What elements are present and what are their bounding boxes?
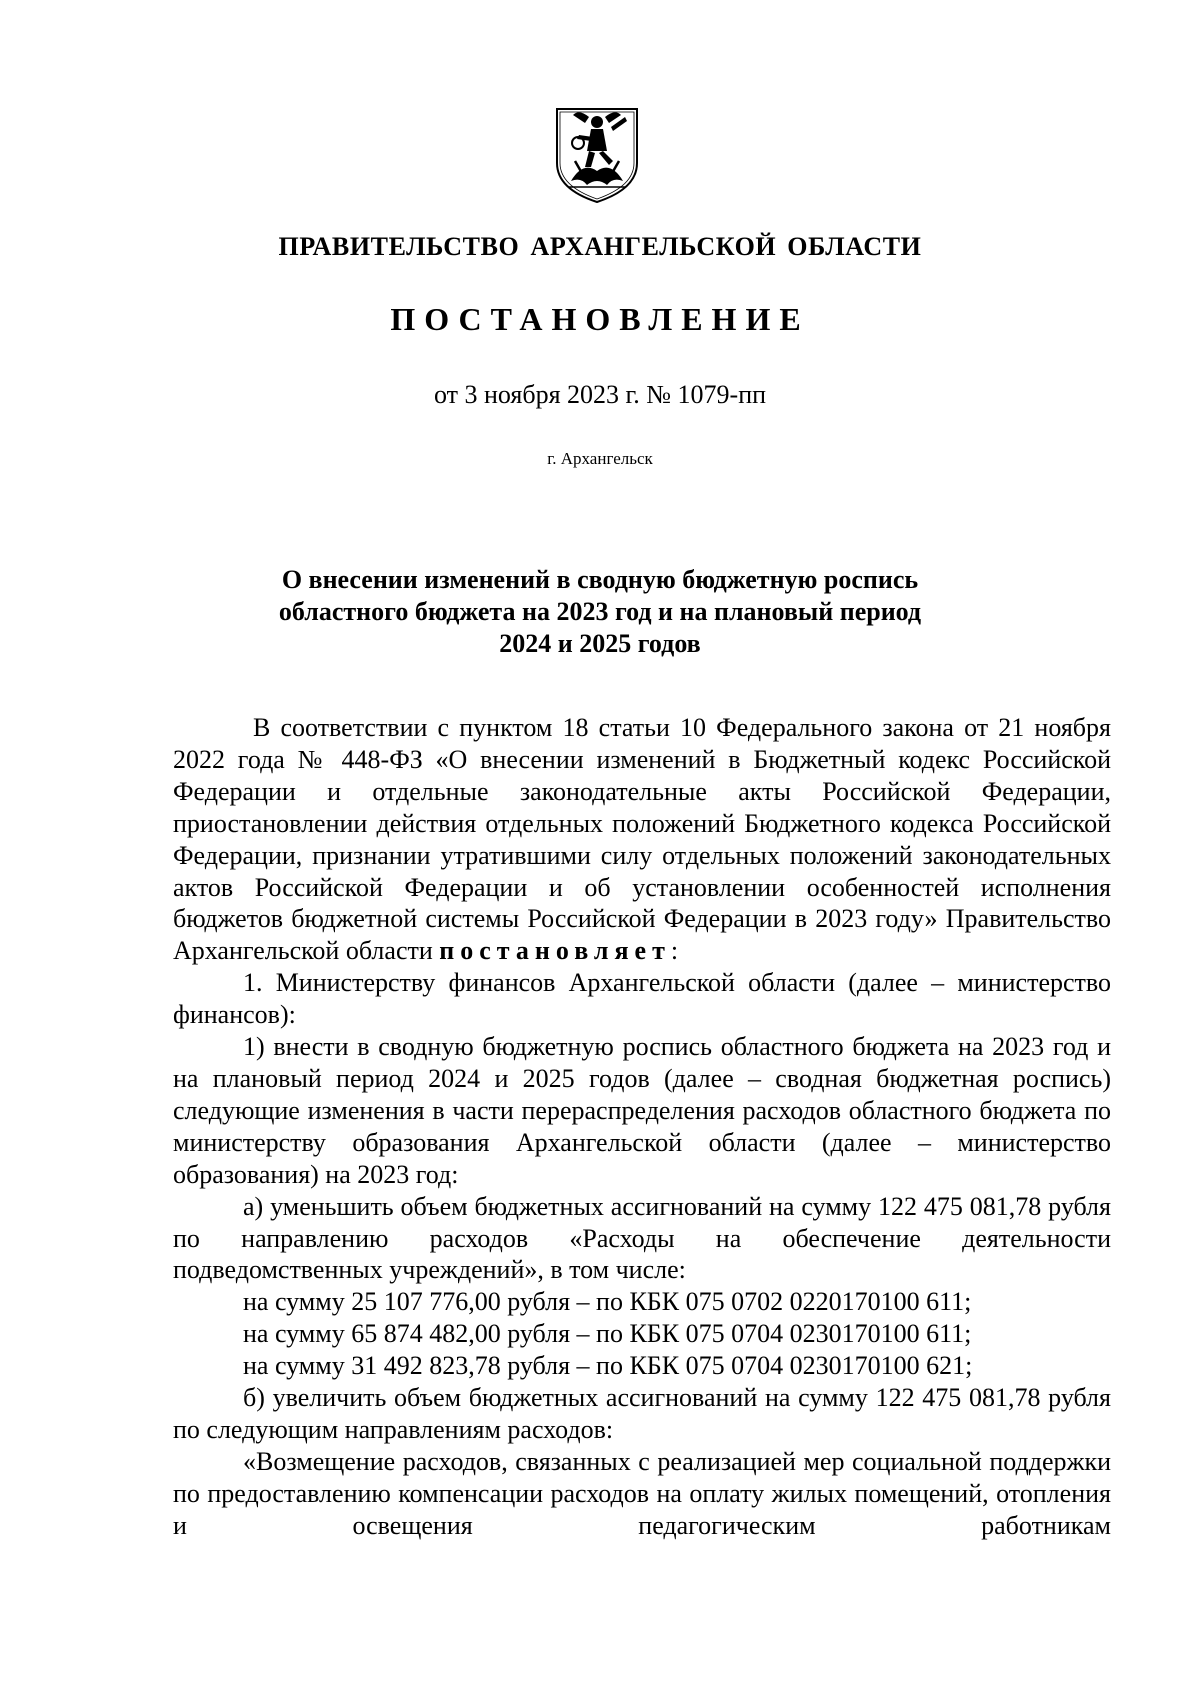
- preamble-verb: постановляет: [439, 936, 671, 966]
- kbk-line: на сумму 31 492 823,78 рубля – по КБК 075 0704 0230170100 621;: [243, 1351, 973, 1381]
- preamble-end: :: [670, 936, 679, 966]
- document-date-number: от 3 ноября 2023 г. № 1079-пп: [433, 380, 767, 409]
- document-title-line: областного бюджета на 2023 год и на плановый период: [278, 597, 922, 626]
- item-1-1-paragraph: 1) внести в сводную бюджетную роспись областного бюджета на 2023 год и на плановый период 2024 и 2025 годов (далее – сводная бюджетная роспись) следующие изменения в части перераспределения расходов областного бюджета по министерству образования Архангельской области (далее – министерство образования) на 2023 год:: [173, 1032, 1111, 1189]
- quote-paragraph: «Возмещение расходов, связанных с реализацией мер социальной поддержки по предоставлению компенсации расходов на оплату жилых помещений, отопления и освещения педагогическим работникам: [173, 1446, 1111, 1540]
- preamble-paragraph: [173, 712, 1111, 967]
- government-name: ПРАВИТЕЛЬСТВО АРХАНГЕЛЬСКОЙ ОБЛАСТИ: [278, 232, 922, 261]
- document-title: [200, 564, 1000, 660]
- document-title-line: О внесении изменений в сводную бюджетную роспись: [281, 565, 919, 594]
- document-city: г. Архангельск: [547, 449, 653, 468]
- item-a-paragraph: а) уменьшить объем бюджетных ассигнований на сумму 122 475 081,78 рубля по направлению расходов «Расходы на обеспечение деятельности подведомственных учреждений», в том числе:: [173, 1191, 1111, 1285]
- item-1-paragraph: 1. Министерству финансов Архангельской области (далее – министерство финансов):: [173, 968, 1111, 1030]
- document-type: ПОСТАНОВЛЕНИЕ: [390, 301, 810, 337]
- document-body: [173, 712, 1111, 1542]
- kbk-line: на сумму 65 874 482,00 рубля – по КБК 075 0704 0230170100 611;: [243, 1319, 972, 1349]
- preamble-text: В соответствии с пунктом 18 статьи 10 Федерального закона от 21 ноября 2022 года № 448-ФЗ «О внесении изменений в Бюджетный кодекс Российской Федерации и отдельные законодательные акты Российской Федерации, приостановлении действия отдельных положений Бюджетного кодекса Российской Федерации, признании утратившими силу отдельных положений законодательных актов Российской Федерации и об установлении особенностей исполнения бюджетов бюджетной системы Российской Федерации в 2023 году» Правительство Архангельской области: [173, 713, 1111, 966]
- document-title-line: 2024 и 2025 годов: [499, 629, 701, 658]
- kbk-line: на сумму 25 107 776,00 рубля – по КБК 075 0702 0220170100 611;: [243, 1287, 972, 1317]
- coat-of-arms-icon: [553, 105, 641, 205]
- item-b-paragraph: б) увеличить объем бюджетных ассигнований на сумму 122 475 081,78 рубля по следующим направлениям расходов:: [173, 1383, 1111, 1444]
